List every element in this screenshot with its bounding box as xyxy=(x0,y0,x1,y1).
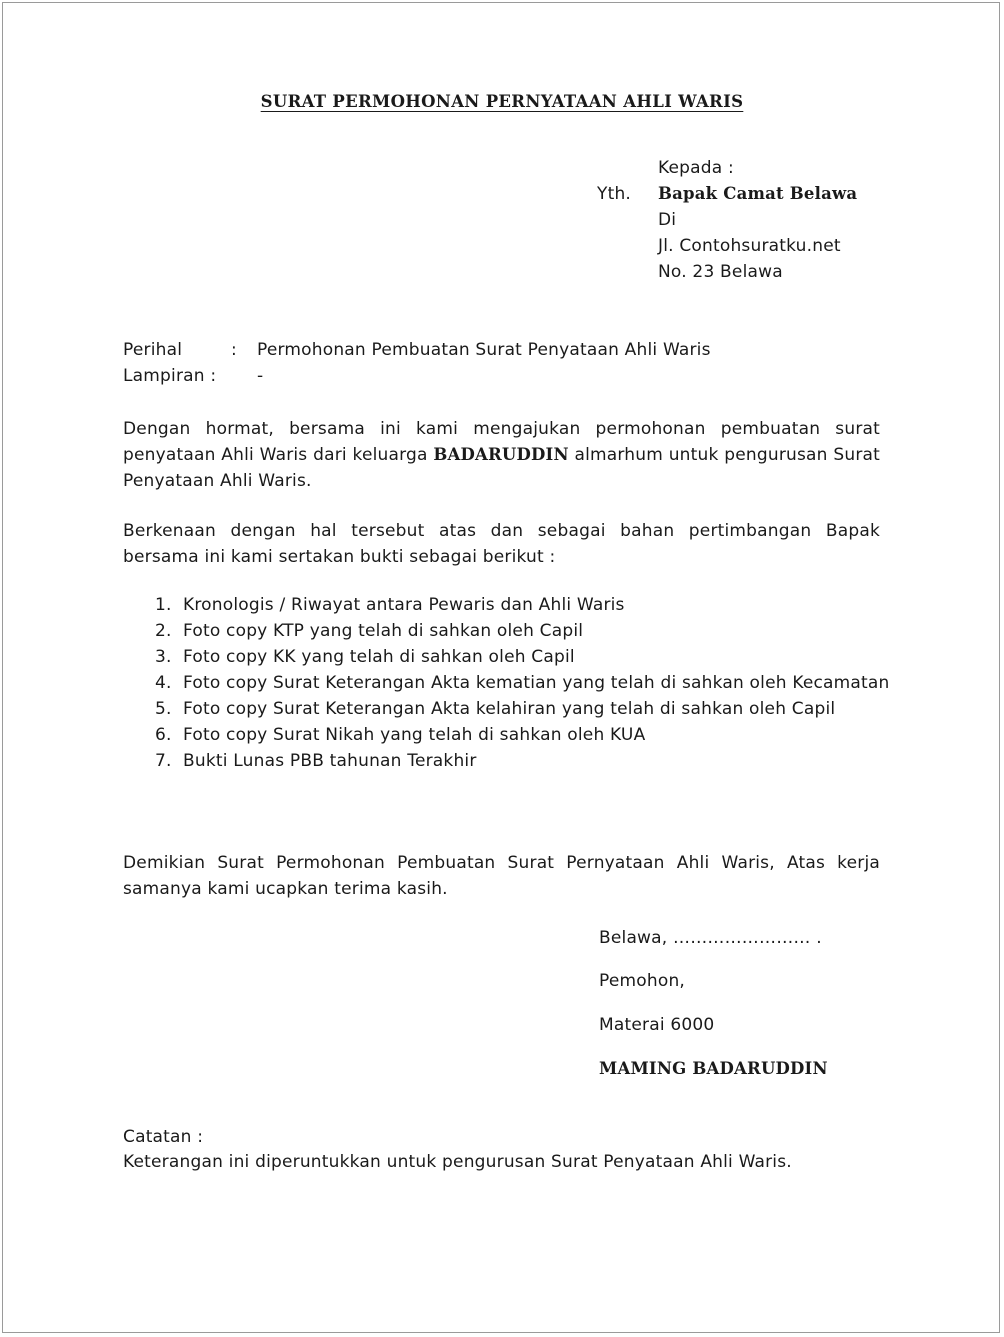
list-item: 1. Kronologis / Riwayat antara Pewaris dan Ahli Waris xyxy=(155,595,625,615)
lampiran-row xyxy=(123,366,263,386)
perihal-label: Perihal xyxy=(123,340,183,360)
closing-paragraph: Demikian Surat Permohonan Pembuatan Surat Pernyataan Ahli Waris, Atas kerja samanya kami ucapkan terima kasih. xyxy=(123,853,880,899)
opening-paragraph: Dengan hormat, bersama ini kami mengajukan permohonan pembuatan surat penyataan Ahli Waris dari keluarga BADARUDDIN almarhum untuk pengurusan Surat Penyataan Ahli Waris. xyxy=(123,419,881,491)
recipient-street: Jl. Contohsuratku.net xyxy=(658,236,841,256)
applicant-name: MAMING BADARUDDIN xyxy=(599,1059,828,1078)
stamp-label: Materai 6000 xyxy=(599,1015,715,1035)
attachment-list xyxy=(123,592,890,774)
note-label: Catatan : xyxy=(123,1127,204,1147)
list-item: 3. Foto copy KK yang telah di sahkan oleh Capil xyxy=(155,647,575,667)
recipient-kepada: Kepada : xyxy=(658,158,734,178)
recipient-name: Bapak Camat Belawa xyxy=(658,184,858,203)
recipient-di: Di xyxy=(658,210,677,230)
list-item: 4. Foto copy Surat Keterangan Akta kematian yang telah di sahkan oleh Kecamatan xyxy=(155,673,890,693)
attachment-intro-paragraph: Berkenaan dengan hal tersebut atas dan sebagai bahan pertimbangan Bapak bersama ini kami sertakan bukti sebagai berikut : xyxy=(123,521,880,567)
list-item: 5. Foto copy Surat Keterangan Akta kelahiran yang telah di sahkan oleh Capil xyxy=(155,699,836,719)
list-item: 7. Bukti Lunas PBB tahunan Terakhir xyxy=(155,751,477,771)
note-text: Keterangan ini diperuntukkan untuk pengurusan Surat Penyataan Ahli Waris. xyxy=(123,1152,792,1172)
perihal-colon: : xyxy=(231,340,237,360)
list-item: 2. Foto copy KTP yang telah di sahkan oleh Capil xyxy=(155,621,584,641)
applicant-label: Pemohon, xyxy=(599,971,686,991)
letter-title: SURAT PERMOHONAN PERNYATAAN AHLI WARIS xyxy=(260,92,744,111)
place-date: Belawa, …………………… . xyxy=(599,928,822,948)
perihal-row xyxy=(123,340,711,360)
recipient-number: No. 23 Belawa xyxy=(658,262,783,282)
deceased-name: BADARUDDIN xyxy=(433,445,569,464)
perihal-value: Permohonan Pembuatan Surat Penyataan Ahli Waris xyxy=(257,340,711,360)
lampiran-value: - xyxy=(257,366,264,386)
list-item: 6. Foto copy Surat Nikah yang telah di sahkan oleh KUA xyxy=(155,725,646,745)
lampiran-label: Lampiran : xyxy=(123,366,217,386)
recipient-yth: Yth. xyxy=(597,184,632,204)
